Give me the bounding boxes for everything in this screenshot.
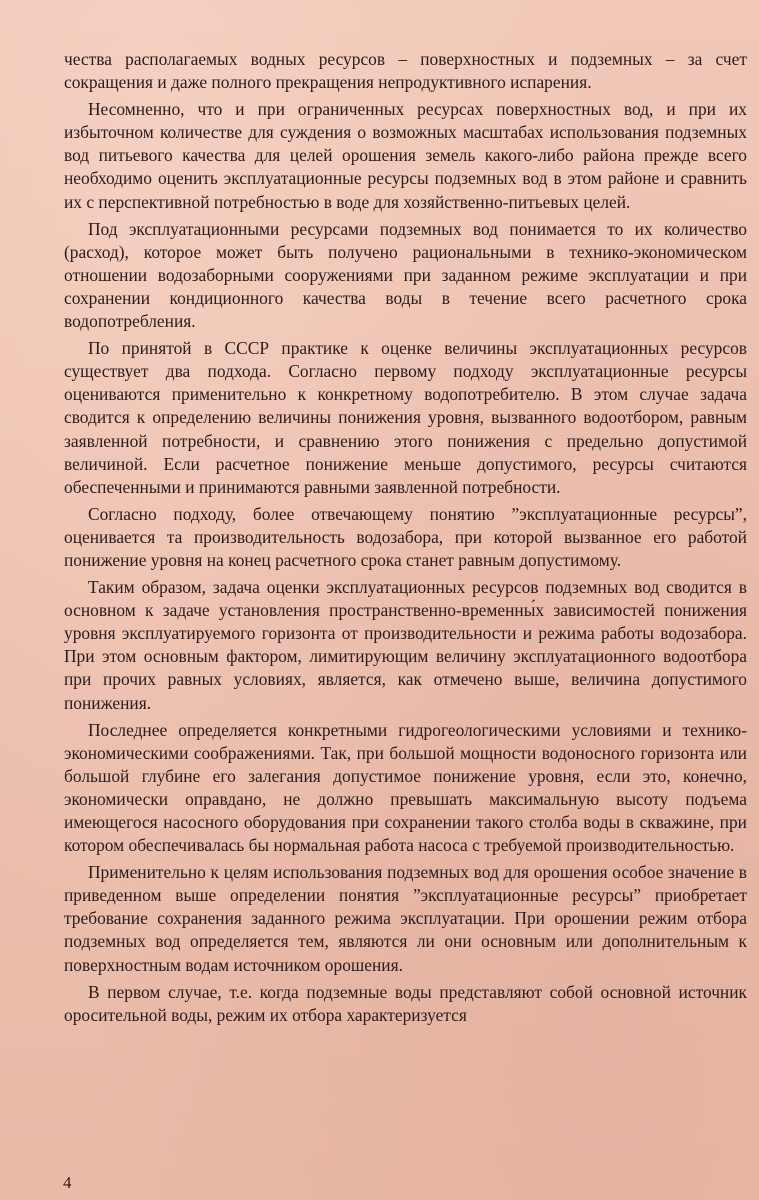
paragraph-8: Применительно к целям использования подземных вод для орошения особое значение в приведенном выше определении понятия ”эксплуатационные ресурсы” приобретает требование сохранения заданного режима эксплуатации. При орошении режим отбора подземных вод определяется тем, являются ли они основным или дополнительным к поверхностным водам источником орошения. <box>64 862 747 975</box>
paragraph-5: Согласно подходу, более отвечающему понятию ”эксплуатационные ресурсы”, оценивается та производительность водозабора, при которой вызванное его работой понижение уровня на конец расчетного срока станет равным допустимому. <box>64 503 747 570</box>
page-body <box>64 48 747 1168</box>
paragraph-6: Таким образом, задача оценки эксплуатационных ресурсов подземных вод сводится в основном к задаче установления пространственно-временны́х зависимостей понижения уровня эксплуатируемого горизонта от производительности и режима работы водозабора. При этом основным фактором, лимитирующим величину эксплуатационного водоотбора при прочих равных условиях, является, как отмечено выше, величина допустимого понижения. <box>64 577 747 713</box>
paragraph-4: По принятой в СССР практике к оценке величины эксплуатационных ресурсов существует два подхода. Согласно первому подходу эксплуатационные ресурсы оцениваются применительно к конкретному водопотребителю. В этом случае задача сводится к определению величины понижения уровня, вызванного водоотбором, равным заявленной потребности, и сравнению этого понижения с предельно допустимой величиной. Если расчетное понижение меньше допустимого, ресурсы считаются обеспеченными и принимаются равными заявленной потребности. <box>64 338 747 497</box>
paragraph-9: В первом случае, т.е. когда подземные воды представляют собой основной источник оросительной воды, режим их отбора характеризуется <box>64 981 747 1025</box>
paragraph-3: Под эксплуатационными ресурсами подземных вод понимается то их количество (расход), которое может быть получено рациональными в технико-экономическом отношении водозаборными сооружениями при заданном режиме эксплуатации и при сохранении кондиционного качества воды в течение всего расчетного срока водопотребления. <box>64 218 747 332</box>
paragraph-1: чества располагаемых водных ресурсов – поверхностных и подземных – за счет сокращения и даже полного прекращения непродуктивного испарения. <box>64 49 747 93</box>
paragraph-2: Несомненно, что и при ограниченных ресурсах поверхностных вод, и при их избыточном количестве для суждения о возможных масштабах использования подземных вод питьевого качества для целей орошения земель какого-либо района прежде всего необходимо оценить эксплуатационные ресурсы подземных вод в этом районе и сравнить их с перспективной потребностью в воде для хозяйственно-питьевых целей. <box>64 99 747 212</box>
paragraph-7: Последнее определяется конкретными гидрогеологическими условиями и технико-экономическими соображениями. Так, при большой мощности водоносного горизонта или большой глубине его залегания допустимое понижение уровня, если это, конечно, экономически оправдано, не должно превышать максимальную высоту подъема имеющегося насосного оборудования при сохранении такого столба воды в скважине, при котором обеспечивалась бы нормальная работа насоса с требуемой производительностью. <box>64 719 747 856</box>
page-number: 4 <box>63 1173 72 1192</box>
